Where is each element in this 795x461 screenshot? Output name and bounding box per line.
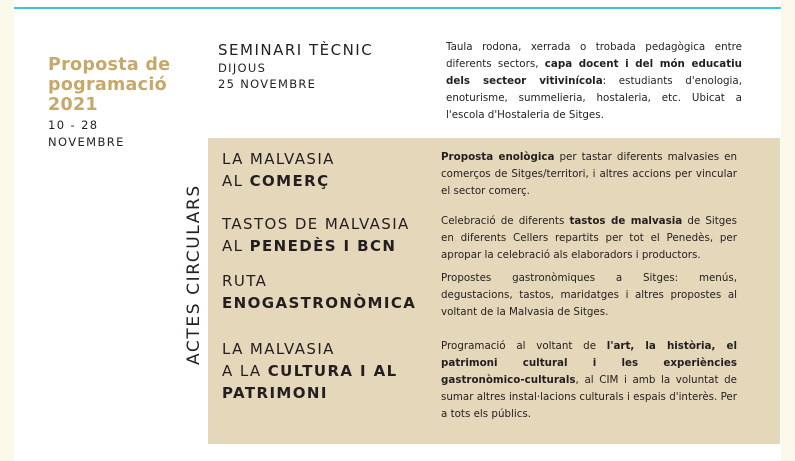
act-desc-text-2: de Sitges en diferents Cellers repartits per tot el Penedès, per apropar la celebració als elaboradors i productors. bbox=[441, 215, 737, 261]
proposal-title-line2: pogramació bbox=[48, 75, 167, 95]
seminar-day: DIJOUS bbox=[218, 61, 267, 75]
act-heading-line2 bbox=[222, 292, 432, 314]
proposal-block bbox=[48, 55, 198, 151]
act-description bbox=[441, 149, 737, 200]
act-heading-plain: A LA bbox=[222, 362, 268, 380]
act-heading-plain: AL bbox=[222, 237, 250, 255]
act-desc-text-2: , al CIM i amb la voluntat de sumar altres instal·lacions culturals i espais d'interès. Per a tots els públics. bbox=[441, 374, 737, 420]
act-description bbox=[441, 338, 737, 423]
seminar-date: 25 NOVEMBRE bbox=[218, 77, 317, 91]
seminar-title: SEMINARI TÈCNIC bbox=[218, 41, 374, 59]
proposal-dates-month: NOVEMBRE bbox=[48, 135, 125, 149]
act-description bbox=[441, 270, 737, 321]
act-heading-line1: RUTA bbox=[222, 272, 268, 290]
act-heading bbox=[222, 213, 432, 257]
seminar-desc-text: Taula rodona, xerrada o trobada pedagògica entre diferents sectors, bbox=[446, 41, 742, 70]
act-heading-bold: ENOGASTRONÒMICA bbox=[222, 294, 417, 312]
act-desc-text: Programació al voltant de bbox=[441, 340, 607, 352]
act-heading-line1: LA MALVASIA bbox=[222, 340, 335, 358]
act-heading-line2 bbox=[222, 235, 432, 257]
act-heading-line1: LA MALVASIA bbox=[222, 150, 335, 168]
act-desc-text: Propostes gastronòmiques a Sitges: menús, degustacions, tastos, maridatges i altres propostes al voltant de la Malvasia de Sitges. bbox=[441, 272, 737, 318]
act-heading bbox=[222, 148, 432, 192]
seminar-heading bbox=[218, 40, 418, 92]
act-desc-bold: tastos de malvasia bbox=[569, 215, 683, 227]
proposal-title-line3: 2021 bbox=[48, 95, 98, 115]
seminar-description bbox=[446, 39, 742, 124]
proposal-dates-range: 10 - 28 bbox=[48, 118, 99, 132]
act-desc-text: Celebració de diferents bbox=[441, 215, 570, 227]
act-desc-bold: l'art, la història, el patrimoni cultural i les experiències gastronòmico-culturals bbox=[441, 340, 737, 386]
act-heading-bold: PENEDÈS I BCN bbox=[249, 237, 397, 255]
act-description bbox=[441, 213, 737, 264]
section-label: ACTES CIRCULARS bbox=[184, 184, 204, 366]
section-label-wrapper bbox=[182, 180, 206, 370]
proposal-title bbox=[48, 55, 198, 115]
act-heading-line2 bbox=[222, 360, 432, 382]
top-divider bbox=[14, 7, 781, 9]
proposal-title-line1: Proposta de bbox=[48, 55, 171, 75]
act-heading-line1: TASTOS DE MALVASIA bbox=[222, 215, 410, 233]
seminar-desc-bold: capa docent i del món educatiu dels secteor vitivinícola bbox=[446, 58, 742, 87]
act-heading-plain: AL bbox=[222, 172, 250, 190]
act-desc-bold: Proposta enològica bbox=[441, 151, 555, 163]
act-heading-bold-2: PATRIMONI bbox=[222, 384, 328, 402]
act-heading-bold: CULTURA I AL bbox=[267, 362, 398, 380]
act-desc-text: per tastar diferents malvasies en comerços de Sitges/territori, i altres accions per vincular el sector comerç. bbox=[441, 151, 737, 197]
act-heading bbox=[222, 270, 432, 314]
act-heading-line3 bbox=[222, 382, 432, 404]
act-heading bbox=[222, 338, 432, 404]
act-heading-line2 bbox=[222, 170, 432, 192]
seminar-desc-text-2: : estudiants d'enologia, enoturisme, summelieria, hostaleria, etc. Ubicat a l'escola d'Hostaleria de Sitges. bbox=[446, 75, 742, 121]
proposal-dates bbox=[48, 117, 198, 151]
act-heading-bold: COMERÇ bbox=[249, 172, 330, 190]
